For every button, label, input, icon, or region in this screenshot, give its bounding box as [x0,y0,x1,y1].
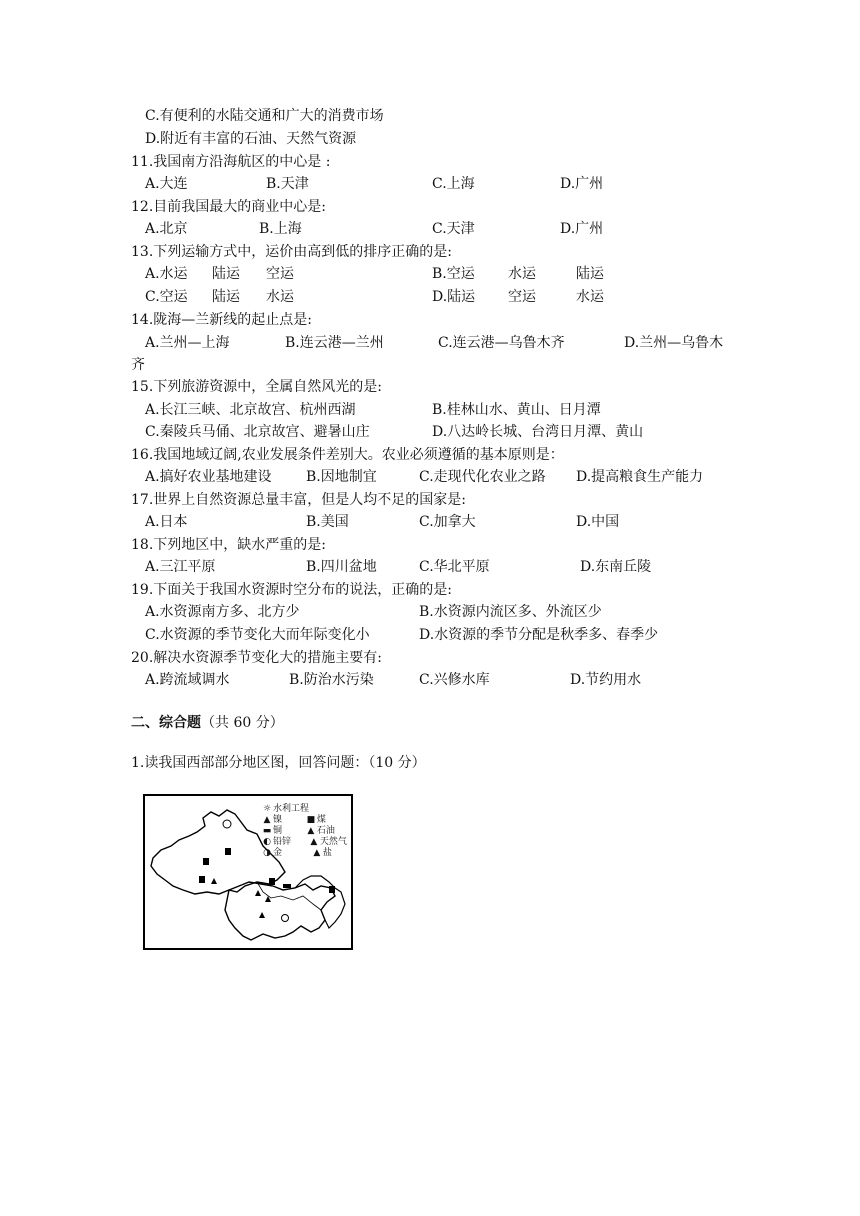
coal-symbol [225,848,231,855]
q17-stem: 17.世界上自然资源总量丰富，但是人均不足的国家是: [131,492,466,508]
legend-label: 天然气 [319,837,347,847]
salt-icon: ▲ [313,848,321,858]
legend-item [261,837,347,848]
gold-symbol [223,820,231,828]
legend-label: 水利工程 [273,804,310,814]
q19-option-a: A.水资源南方多、北方少 [145,604,300,620]
coal-icon: ■ [306,815,316,825]
section-2-title: 二、综合题 [131,715,201,731]
coal-symbol [329,886,335,893]
q16-stem: 16.我国地域辽阔,农业发展条件差别大。农业必须遵循的基本原则是： [131,447,564,463]
q18-option-d: D.东南丘陵 [580,559,652,575]
q11-stem: 11.我国南方沿海航区的中心是 : [131,154,331,170]
q15-option-a: A.长江三峡、北京故宫、杭州西湖 [145,402,356,418]
q13-option-d-2: 空运 [508,289,536,305]
coal-symbol [269,878,275,885]
q10-option-c: C.有便利的水陆交通和广大的消费市场 [145,108,384,124]
water-project-symbol [282,915,289,922]
q19-option-c: C.水资源的季节变化大而年际变化小 [145,627,370,643]
legend-item [261,804,347,815]
legend-item [261,815,347,826]
q15-stem: 15.下列旅游资源中，全属自然风光的是: [131,379,382,395]
q14-option-b: B.连云港—兰州 [285,335,384,351]
q19-option-b: B.水资源内流区多、外流区少 [419,604,602,620]
natural-gas-icon: ▲ [310,837,318,847]
q18-option-c: C.华北平原 [419,559,490,575]
q13-option-c-3: 水运 [266,289,294,305]
q15-option-c: C.秦陵兵马俑、北京故宫、避暑山庄 [145,424,370,440]
q20-option-b: B.防治水污染 [289,672,374,688]
q13-option-d-1: D.陆运 [432,289,476,305]
q13-option-b-3: 陆运 [576,266,604,282]
q17-option-a: A.日本 [145,514,188,530]
copper-icon: ▬ [262,826,272,836]
q13-option-b-2: 水运 [508,266,536,282]
q14-option-a: A.兰州—上海 [145,335,230,351]
q11-option-c: C.上海 [432,176,475,192]
q12-option-c: C.天津 [432,221,475,237]
q18-stem: 18.下列地区中，缺水严重的是: [131,537,326,553]
q20-option-a: A.跨流域调水 [145,672,230,688]
q15-option-d: D.八达岭长城、台湾日月潭、黄山 [432,424,644,440]
q19-stem: 19.下面关于我国水资源时空分布的说法，正确的是: [131,582,452,598]
q15-option-b: B.桂林山水、黄山、日月潭 [432,402,601,418]
legend-label: 金 [273,848,283,858]
western-china-map [143,794,353,950]
q13-option-a-3: 空运 [266,266,294,282]
q18-option-a: A.三江平原 [145,559,216,575]
legend-label: 煤 [316,815,326,825]
gas-symbol [259,912,265,918]
coal-symbol [203,858,209,865]
q20-option-d: D.节约用水 [570,672,642,688]
legend-label: 盐 [322,848,332,858]
salt-symbol [255,890,261,896]
q12-option-d: D.广州 [560,221,604,237]
q17-option-b: B.美国 [306,514,349,530]
water-project-icon: ☼ [262,804,272,814]
region-outline-east [295,876,345,928]
q13-option-b-1: B.空运 [432,266,475,282]
q13-stem: 13.下列运输方式中，运价由高到低的排序正确的是: [131,244,452,260]
q17-option-d: D.中国 [576,514,620,530]
q11-option-b: B.天津 [266,176,309,192]
section-2-points: （共 60 分） [201,715,284,731]
q19-option-d: D.水资源的季节分配是秋季多、春季少 [419,627,659,643]
q12-stem: 12.目前我国最大的商业中心是: [131,199,326,215]
region-outline-south [225,882,335,940]
legend-item [261,848,347,859]
nickel-icon: ▲ [263,815,271,825]
q18-option-b: B.四川盆地 [306,559,377,575]
legend-label: 铜 [273,826,283,836]
map-legend [261,804,347,859]
legend-label: 镍 [273,815,283,825]
q11-option-d: D.广州 [560,176,604,192]
q14-stem: 14.陇海—兰新线的起止点是: [131,312,312,328]
q16-option-a: A.搞好农业基地建设 [145,469,272,485]
q13-option-c-2: 陆运 [212,289,240,305]
oil-icon: ▲ [307,826,315,836]
q14-option-d-wrap: 齐 [131,357,145,373]
q13-option-a-2: 陆运 [212,266,240,282]
q16-option-c: C.走现代化农业之路 [419,469,546,485]
legend-label: 铅锌 [273,837,292,847]
q16-option-b: B.因地制宜 [306,469,377,485]
q13-option-d-3: 水运 [576,289,604,305]
q12-option-b: B.上海 [259,221,302,237]
q14-option-c: C.连云港—乌鲁木齐 [438,335,565,351]
gold-icon: ◑ [263,848,271,858]
q13-option-a-1: A.水运 [145,266,188,282]
coal-symbol [199,876,205,883]
oil-symbol [211,878,217,884]
q20-stem: 20.解决水资源季节变化大的措施主要有: [131,650,382,666]
question-1-stem: 1.读我国西部部分地区图，回答问题：（10 分） [131,755,426,771]
q20-option-c: C.兴修水库 [419,672,490,688]
q10-option-d: D.附近有丰富的石油、天然气资源 [145,131,357,147]
q11-option-a: A.大连 [145,176,188,192]
q13-option-c-1: C.空运 [145,289,188,305]
section-2-heading [131,713,284,733]
q17-option-c: C.加拿大 [419,514,476,530]
q16-option-d: D.提高粮食生产能力 [576,469,704,485]
copper-symbol [283,884,291,888]
q12-option-a: A.北京 [145,221,188,237]
lead-zinc-icon: ◐ [263,837,271,847]
legend-item [261,826,347,837]
q14-option-d: D.兰州—乌鲁木 [624,335,724,351]
legend-label: 石油 [316,826,335,836]
